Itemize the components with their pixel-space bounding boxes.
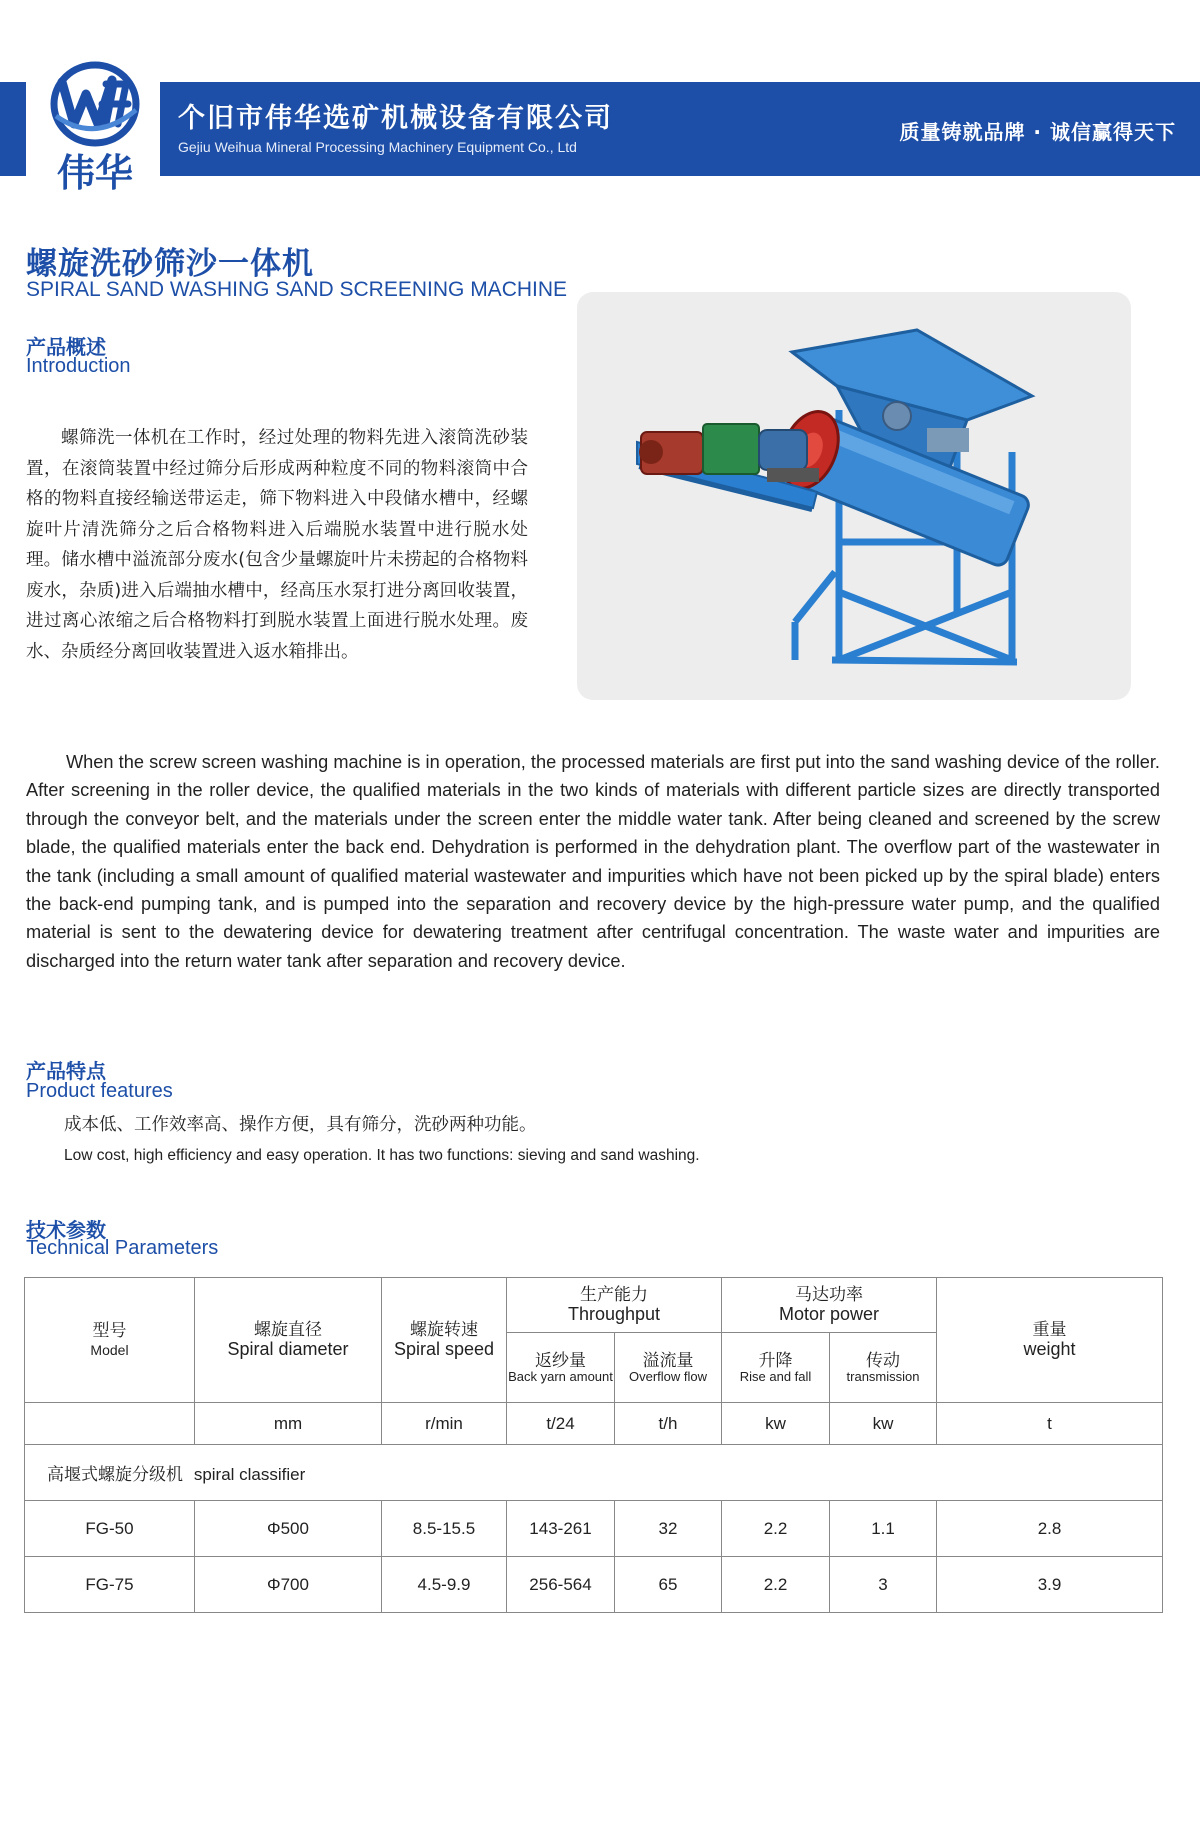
header-motor-power: 马达功率 Motor power xyxy=(722,1278,937,1333)
product-title-cn: 螺旋洗砂筛沙一体机 xyxy=(26,246,314,282)
params-heading-en: Technical Parameters xyxy=(26,1237,219,1259)
unit-cell: r/min xyxy=(382,1403,507,1445)
params-heading-cn: 技术参数 xyxy=(26,1218,106,1242)
header-stripe-left xyxy=(0,82,26,176)
unit-cell: t xyxy=(937,1403,1163,1445)
table-row xyxy=(25,1501,1163,1557)
company-name-en: Gejiu Weihua Mineral Processing Machinery Equipment Co., Ltd xyxy=(178,139,577,155)
table-cell: 1.1 xyxy=(830,1501,937,1557)
table-cell: 3 xyxy=(830,1557,937,1613)
sand-washing-machine-illustration xyxy=(577,292,1131,700)
header-back-yarn: 返纱量 Back yarn amount xyxy=(507,1333,615,1403)
header-weight: 重量 weight xyxy=(937,1278,1163,1403)
table-cell: 32 xyxy=(615,1501,722,1557)
features-heading-en: Product features xyxy=(26,1080,173,1102)
unit-cell: kw xyxy=(722,1403,830,1445)
product-title-en: SPIRAL SAND WASHING SAND SCREENING MACHINE xyxy=(26,278,568,301)
table-cell: 2.2 xyxy=(722,1557,830,1613)
features-text-en: Low cost, high efficiency and easy operation. It has two functions: sieving and sand washing. xyxy=(64,1147,700,1164)
company-logo xyxy=(40,58,150,198)
header-throughput: 生产能力 Throughput xyxy=(507,1278,722,1333)
table-cell: Φ500 xyxy=(195,1501,382,1557)
features-text-cn: 成本低、工作效率高、操作方便，具有筛分，洗砂两种功能。 xyxy=(64,1115,537,1135)
features-heading-cn: 产品特点 xyxy=(26,1059,106,1083)
header-spiral-diameter: 螺旋直径 Spiral diameter xyxy=(195,1278,382,1403)
unit-cell: kw xyxy=(830,1403,937,1445)
intro-heading-cn: 产品概述 xyxy=(26,335,106,359)
table-cell: 3.9 xyxy=(937,1557,1163,1613)
group-label: 高堰式螺旋分级机 spiral classifier xyxy=(25,1445,1163,1501)
table-cell: Φ700 xyxy=(195,1557,382,1613)
table-row xyxy=(25,1557,1163,1613)
table-cell: 2.2 xyxy=(722,1501,830,1557)
table-header-row-1 xyxy=(25,1278,1163,1333)
company-slogan: 质量铸就品牌 · 诚信赢得天下 xyxy=(899,120,1176,144)
table-cell: 8.5-15.5 xyxy=(382,1501,507,1557)
unit-cell: t/24 xyxy=(507,1403,615,1445)
table-cell: 4.5-9.9 xyxy=(382,1557,507,1613)
table-units-row xyxy=(25,1403,1163,1445)
product-photo xyxy=(577,292,1131,700)
table-cell: 256-564 xyxy=(507,1557,615,1613)
header-transmission: 传动 transmission xyxy=(830,1333,937,1403)
unit-cell: t/h xyxy=(615,1403,722,1445)
logo-text: 伟华 xyxy=(56,151,134,195)
company-name-cn: 个旧市伟华选矿机械设备有限公司 xyxy=(178,103,613,134)
unit-cell: mm xyxy=(195,1403,382,1445)
header-overflow: 溢流量 Overflow flow xyxy=(615,1333,722,1403)
table-group-row xyxy=(25,1445,1163,1501)
intro-heading-en: Introduction xyxy=(26,355,131,377)
table-cell: FG-50 xyxy=(25,1501,195,1557)
table-cell: 143-261 xyxy=(507,1501,615,1557)
table-cell: 2.8 xyxy=(937,1501,1163,1557)
header-model: 型号 Model xyxy=(25,1278,195,1403)
logo-mark-icon xyxy=(40,58,150,198)
technical-parameters-table xyxy=(24,1277,1163,1613)
table-cell: 65 xyxy=(615,1557,722,1613)
header-rise-fall: 升降 Rise and fall xyxy=(722,1333,830,1403)
intro-text-cn: 螺筛洗一体机在工作时，经过处理的物料先进入滚筒洗砂装置，在滚筒装置中经过筛分后形成两种粒度不同的物料滚筒中合格的物料直接经输送带运走，筛下物料进入中段储水槽中，经螺旋叶片清洗筛分之后合格物料进入后端脱水装置中进行脱水处理。储水槽中溢流部分废水(包含少量螺旋叶片未捞起的合格物料废水，杂质)进入后端抽水槽中，经高压水泵打进分离回收装置，进过离心浓缩之后合格物料打到脱水装置上面进行脱水处理。废水、杂质经分离回收装置进入返水箱排出。 xyxy=(26,428,528,662)
intro-text-en: When the screw screen washing machine is in operation, the processed materials are first put into the sand washing device of the roller. After screening in the roller device, the qualified materials in the two kinds of materials with different particle sizes are directly transported through the conveyor belt, and the materials under the screen enter the middle water tank. After being cleaned and screened by the screw blade, the qualified materials enter the back end. Dehydration is performed in the dehydration plant. The overflow part of the wastewater in the tank (including a small amount of qualified material wastewater and impurities which have not been picked up by the spiral blade) enters the back-end pumping tank, and is pumped into the separation and recovery device by the high-pressure water pump, and the qualified material is sent to the dewatering device for dewatering treatment after centrifugal concentration. The waste water and impurities are discharged into the return water tank after separation and recovery device. xyxy=(26,752,1160,971)
unit-cell xyxy=(25,1403,195,1445)
table-cell: FG-75 xyxy=(25,1557,195,1613)
header-spiral-speed: 螺旋转速 Spiral speed xyxy=(382,1278,507,1403)
